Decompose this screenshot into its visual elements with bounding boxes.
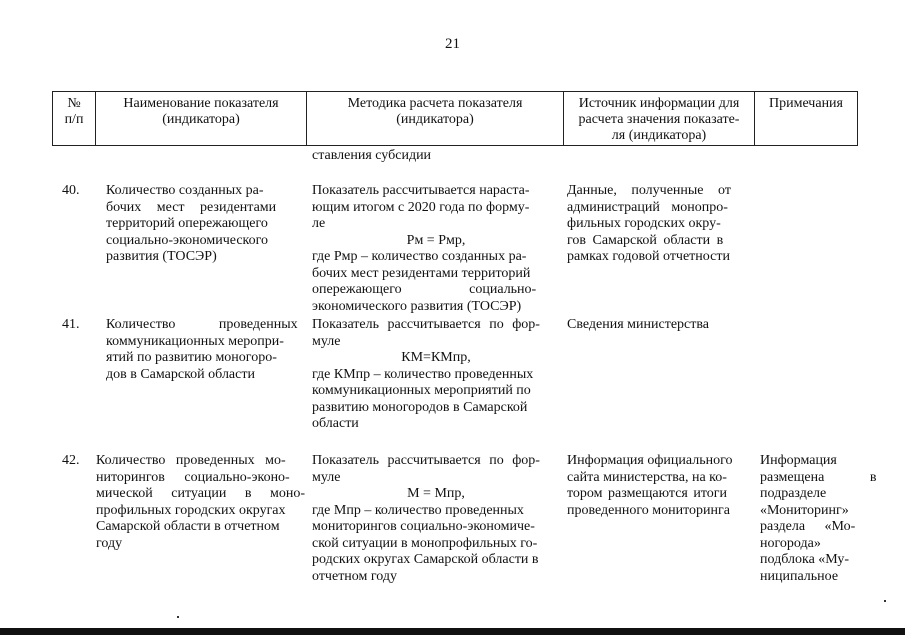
header-method-line: Методика расчета показателя	[347, 96, 523, 111]
source-line: Информация официального	[567, 453, 733, 468]
note-line: раздела «Мо-	[760, 519, 856, 534]
method-line: муле	[312, 333, 341, 349]
header-name-line: Наименование показателя	[123, 96, 279, 111]
method-line: развитию моногородов в Самарской	[312, 399, 528, 415]
row-41-method	[312, 317, 560, 433]
source-line: рамках годовой отчетности	[567, 249, 730, 264]
row-40-number: 40.	[62, 183, 80, 198]
name-line: году	[96, 535, 123, 551]
method-line: где КМпр – количество проведенных	[312, 366, 534, 382]
name-line: развития (ТОСЭР)	[106, 249, 217, 264]
name-line: территорий опережающего	[106, 216, 268, 231]
name-line: мической ситуации в моно-	[96, 486, 306, 501]
name-line: профильных городских округах	[96, 502, 286, 518]
header-number-line: №	[67, 96, 81, 111]
row-42-method	[312, 453, 560, 585]
method-line: ле	[312, 216, 326, 231]
row-42-indicator-name	[96, 453, 306, 552]
source-line: тором размещаются итоги	[567, 486, 728, 501]
name-line: социально-экономического	[106, 232, 269, 248]
header-notes	[755, 96, 857, 112]
note-line: «Мониторинг»	[760, 502, 849, 518]
source-line: администраций монопро-	[567, 199, 728, 215]
row-42-note	[760, 453, 877, 585]
header-source-line: Источник информации для	[578, 96, 740, 111]
method-line: родских округах Самарской области в	[312, 552, 539, 567]
method-line: Показатель рассчитывается по фор-	[312, 317, 540, 332]
method-line: мониторингов социально-экономиче-	[312, 519, 535, 534]
row-40-indicator-name	[106, 183, 302, 266]
note-line: размещена в	[760, 469, 877, 485]
header-information-source	[564, 96, 754, 144]
source-line: Данные, полученные от	[567, 183, 731, 198]
method-line: отчетном году	[312, 568, 398, 584]
header-number	[53, 96, 95, 128]
header-indicator-name	[96, 96, 306, 128]
header-divider-6	[857, 91, 858, 146]
method-line: экономического развития (ТОСЭР)	[312, 298, 522, 314]
note-line: подразделе	[760, 486, 827, 501]
note-line: ниципальное	[760, 568, 839, 584]
table-top-border	[52, 91, 858, 92]
formula: КМ=КМпр,	[401, 350, 471, 365]
method-line: Показатель рассчитывается нараста-	[312, 183, 530, 198]
header-number-line: п/п	[64, 112, 84, 127]
row-41-source	[567, 317, 750, 334]
note-line: Информация	[760, 453, 837, 468]
row-42-source	[567, 453, 753, 519]
page-number: 21	[445, 36, 460, 52]
header-note-line: Примечания	[768, 96, 843, 111]
header-bottom-border	[52, 145, 858, 146]
row-41-indicator-name	[106, 317, 302, 383]
method-line: коммуникационных мероприятий по	[312, 383, 531, 398]
header-method-line: (индикатора)	[396, 112, 474, 127]
method-line: где Мпр – количество проведенных	[312, 502, 524, 518]
method-line: опережающего социально-	[312, 282, 537, 297]
header-name-line: (индикатора)	[162, 112, 240, 127]
method-line: ющим итогом с 2020 года по форму-	[312, 199, 530, 215]
scan-bottom-edge	[0, 628, 905, 635]
row-42-number: 42.	[62, 453, 80, 468]
row-40-source	[567, 183, 750, 266]
source-line: Сведения министерства	[567, 317, 710, 332]
method-line: где Рмр – количество созданных ра-	[312, 249, 527, 264]
source-line: фильных городских окру-	[567, 216, 721, 231]
scan-speck	[884, 600, 886, 602]
source-line: проведенного мониторинга	[567, 502, 730, 518]
header-source-line: расчета значения показате-	[578, 112, 740, 127]
name-line: Количество проведенных мо-	[96, 453, 286, 468]
name-line: Самарской области в отчетном	[96, 519, 280, 534]
row-41-number: 41.	[62, 317, 80, 332]
method-line: области	[312, 416, 359, 431]
note-line: ногорода»	[760, 535, 821, 551]
name-line: ятий по развитию моногоро-	[106, 350, 277, 365]
source-line: сайта министерства, на ко-	[567, 469, 727, 485]
source-line: гов Самарской области в	[567, 232, 724, 248]
name-line: ниторингов социально-эконо-	[96, 469, 290, 485]
name-line: дов в Самарской области	[106, 366, 255, 382]
method-line: бочих мест резидентами территорий	[312, 265, 531, 281]
method-line: муле	[312, 469, 341, 485]
name-line: коммуникационных меропри-	[106, 333, 284, 349]
scan-speck	[177, 616, 179, 618]
header-source-line: ля (индикатора)	[611, 128, 707, 143]
header-calculation-method	[307, 96, 563, 128]
note-line: подблока «Му-	[760, 552, 850, 567]
continuation-text: ставления субсидии	[312, 148, 432, 163]
name-line: Количество проведенных	[106, 317, 298, 332]
formula: Рм = Рмр,	[406, 232, 466, 248]
row-40-method	[312, 183, 560, 315]
method-line: Показатель рассчитывается по фор-	[312, 453, 540, 468]
name-line: бочих мест резидентами	[106, 199, 277, 215]
formula: М = Мпр,	[407, 486, 465, 501]
method-line: ской ситуации в монопрофильных го-	[312, 535, 538, 551]
name-line: Количество созданных ра-	[106, 183, 264, 198]
